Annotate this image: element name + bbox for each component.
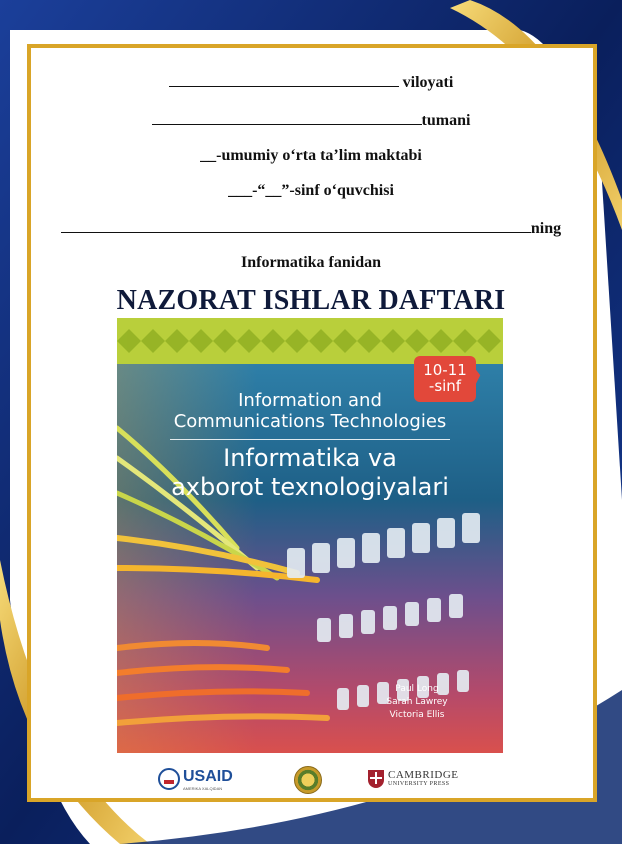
usaid-sub: AMERIKA XALQIDAN [183, 786, 223, 791]
grade-badge-line2: -sinf [428, 377, 462, 395]
cover-title-en [117, 390, 503, 432]
cambridge-logo [368, 769, 468, 793]
book-cover-image [117, 318, 503, 753]
grade-badge-line1: 10-11 [423, 361, 467, 379]
cover-title-en-line1: Information and [238, 390, 382, 411]
cambridge-line2: UNIVERSITY PRESS [388, 781, 450, 787]
subject-line: Informatika fanidan [240, 254, 382, 271]
logos-row [0, 766, 622, 796]
district-suffix: tumani [421, 112, 471, 129]
cover-title-uz-line2: axborot texnologiyalari [171, 473, 449, 501]
cambridge-line1: CAMBRIDGE [388, 769, 459, 781]
usaid-seal-icon [158, 768, 180, 790]
region-line [0, 72, 622, 92]
region-blank[interactable] [169, 72, 399, 87]
author-3: Victoria Ellis [389, 710, 445, 720]
page-title: NAZORAT ISHLAR DAFTARI [116, 285, 506, 316]
district-line [0, 110, 622, 130]
school-prefix[interactable]: __ [200, 147, 217, 164]
cambridge-shield-icon [368, 770, 384, 788]
student-name-line [0, 218, 622, 238]
class-line[interactable]: ___-“__”-sinf o‘quvchisi [228, 182, 394, 199]
cover-divider [170, 439, 450, 440]
name-suffix: ning [530, 220, 562, 237]
author-2: Sarah Lawrey [386, 697, 448, 707]
usaid-text: USAID [183, 768, 233, 785]
school-suffix: -umumiy o‘rta ta’lim maktabi [216, 147, 422, 164]
author-1: Paul Long [395, 684, 439, 694]
usaid-logo [158, 768, 238, 794]
district-blank[interactable] [152, 110, 422, 125]
state-emblem-icon [294, 766, 322, 794]
cover-authors [367, 683, 467, 722]
cover-title-en-line2: Communications Technologies [173, 411, 447, 432]
school-line [0, 147, 622, 165]
cover-title-uz-line1: Informatika va [223, 444, 397, 472]
region-suffix: viloyati [402, 74, 454, 91]
student-name-blank[interactable] [61, 218, 531, 233]
cover-title-uz [117, 444, 503, 502]
